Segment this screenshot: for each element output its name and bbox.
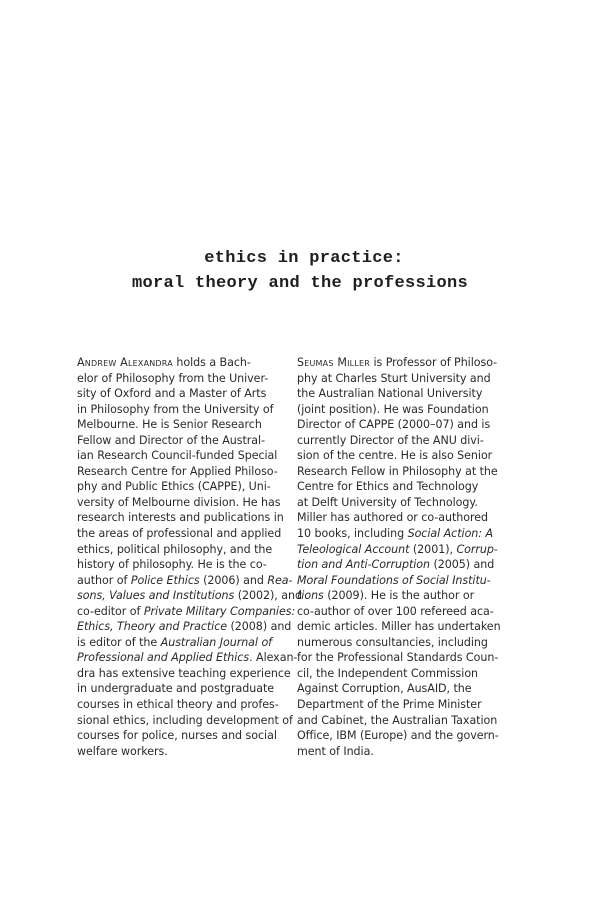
publication-title: Social Action: A [407, 527, 493, 541]
bio-text: sity of Oxford and a Master of Arts [77, 387, 267, 401]
bio-line [77, 573, 299, 589]
bio-text: in undergraduate and postgraduate [77, 682, 275, 696]
bio-text: for the Professional Standards Coun- [297, 651, 499, 665]
bio-text: at Delft University of Technology. [297, 495, 478, 509]
bio-text: sion of the centre. He is also Senior [297, 449, 493, 463]
bio-text: versity of Melbourne division. He has [77, 495, 281, 509]
bio-line [77, 588, 302, 604]
bio-text: Department of the Prime Minister [297, 698, 482, 712]
bio-text: (2001), [409, 542, 457, 556]
bio-text: Against Corruption, AusAID, the [297, 682, 472, 696]
author-bio-andrew-alexandra [77, 355, 302, 759]
publication-title: Police Ethics [130, 573, 200, 587]
bio-text: ment of India. [297, 744, 374, 758]
bio-line [297, 573, 523, 589]
bio-text: phy and Public Ethics (CAPPE), Uni- [77, 480, 271, 494]
bio-text: numerous consultancies, including [297, 635, 488, 649]
bio-text: courses for police, nurses and social [77, 729, 277, 743]
publication-title: tions [297, 589, 324, 603]
bio-text: cil, the Independent Commission [297, 666, 479, 680]
publication-title: Teleological Account [297, 542, 410, 556]
bio-text: holds a Bach- [172, 356, 251, 369]
publication-title: Private Military Companies: [143, 604, 296, 618]
bio-line [77, 495, 299, 511]
title-line-2: moral theory and the professions [131, 274, 469, 293]
bio-line [297, 355, 523, 371]
bio-text: Centre for Ethics and Technology [297, 480, 479, 494]
bio-text: and Cabinet, the Australian Taxation [297, 713, 498, 727]
bio-text: currently Director of the ANU divi- [297, 433, 484, 447]
bio-line [77, 728, 299, 744]
bio-line [297, 604, 523, 620]
publication-title: Moral Foundations of Social Institu- [297, 573, 491, 587]
bio-line [297, 433, 523, 449]
bio-line [297, 666, 523, 682]
bio-text: 10 books, including [297, 527, 408, 541]
bio-line [77, 510, 299, 526]
bio-line [297, 495, 523, 511]
bio-text: author of [77, 573, 131, 587]
bio-text: (2006) and [199, 573, 268, 587]
bio-text: Melbourne. He is Senior Research [77, 418, 262, 432]
bio-text: Research Fellow in Philosophy at the [297, 464, 498, 478]
bio-line [297, 542, 523, 558]
author-bio-seumas-miller [297, 355, 523, 759]
bio-text: the areas of professional and applied [77, 527, 282, 541]
bio-line [77, 386, 299, 402]
bio-line [297, 697, 523, 713]
bio-text: phy at Charles Sturt University and [297, 371, 491, 385]
bio-text: dra has extensive teaching experience [77, 666, 291, 680]
bio-text: the Australian National University [297, 387, 483, 401]
bio-text: research interests and publications in [77, 511, 284, 525]
bio-line [77, 371, 299, 387]
title-line-1: ethics in practice: [204, 249, 404, 268]
bio-line [297, 713, 523, 729]
bio-line [77, 557, 299, 573]
bio-line [77, 417, 299, 433]
bio-text: ian Research Council-funded Special [77, 449, 278, 463]
bio-text: co-editor of [77, 604, 144, 618]
bio-text: demic articles. Miller has undertaken [297, 620, 501, 634]
bio-text: in Philosophy from the University of [77, 402, 274, 416]
bio-text: Miller has authored or co-authored [297, 511, 489, 525]
bio-line [77, 542, 299, 558]
bio-line [297, 650, 523, 666]
bio-line [77, 526, 299, 542]
bio-line [77, 713, 299, 729]
bio-text: (joint position). He was Foundation [297, 402, 489, 416]
bio-line [297, 417, 523, 433]
publication-title: Australian Journal of [160, 635, 273, 649]
bio-line [77, 697, 299, 713]
publication-title: Corrup- [456, 542, 498, 556]
bio-line [297, 402, 523, 418]
bio-line [297, 635, 523, 651]
bio-text: (2009). He is the author or [323, 589, 475, 603]
publication-title: tion and Anti-Corruption [297, 558, 431, 572]
bio-text: (2002), and [234, 589, 302, 603]
book-title [0, 246, 600, 296]
bio-line [77, 433, 299, 449]
bio-text: co-author of over 100 refereed aca- [297, 604, 494, 618]
publication-title: Professional and Applied Ethics [77, 651, 250, 665]
bio-text: ethics, political philosophy, and the [77, 542, 273, 556]
bio-line [77, 619, 299, 635]
bio-text: Fellow and Director of the Austral- [77, 433, 266, 447]
bio-line [77, 650, 299, 666]
publication-title: Ethics, Theory and Practice [77, 620, 228, 634]
bio-text: elor of Philosophy from the Univer- [77, 371, 269, 385]
bio-line [297, 681, 523, 697]
bio-line [297, 371, 523, 387]
bio-line [297, 448, 523, 464]
bio-text: Office, IBM (Europe) and the govern- [297, 729, 499, 743]
bio-text: . Alexan- [249, 651, 298, 665]
bio-text: is Professor of Philoso- [370, 356, 498, 369]
bio-line [297, 510, 523, 526]
bio-line [77, 448, 299, 464]
publication-title: sons, Values and Institutions [77, 589, 235, 603]
bio-line [77, 479, 299, 495]
bio-text: Research Centre for Applied Philoso- [77, 464, 278, 478]
bio-line [297, 479, 523, 495]
bio-line [77, 464, 299, 480]
publication-title: Rea- [267, 573, 293, 587]
bio-line [297, 588, 523, 604]
author-name: Seumas Miller [297, 356, 370, 369]
bio-line [77, 635, 299, 651]
bio-line [297, 557, 523, 573]
bio-line [297, 619, 523, 635]
bio-line [77, 355, 299, 371]
bio-line [77, 744, 299, 760]
bio-text: sional ethics, including development of [77, 713, 293, 727]
bio-line [77, 604, 299, 620]
bio-text: is editor of the [77, 635, 161, 649]
bio-line [297, 728, 523, 744]
bio-text: history of philosophy. He is the co- [77, 558, 267, 572]
bio-line [77, 666, 299, 682]
bio-text: courses in ethical theory and profes- [77, 698, 279, 712]
bio-text: (2005) and [430, 558, 495, 572]
author-name: Andrew Alexandra [77, 356, 173, 369]
bio-line [297, 526, 523, 542]
bio-line [77, 402, 299, 418]
bio-text: welfare workers. [77, 744, 168, 758]
bio-line [297, 744, 523, 760]
bio-line [297, 386, 523, 402]
bio-text: Director of CAPPE (2000–07) and is [297, 418, 491, 432]
bio-line [297, 464, 523, 480]
bio-text: (2008) and [227, 620, 292, 634]
bio-line [77, 681, 299, 697]
